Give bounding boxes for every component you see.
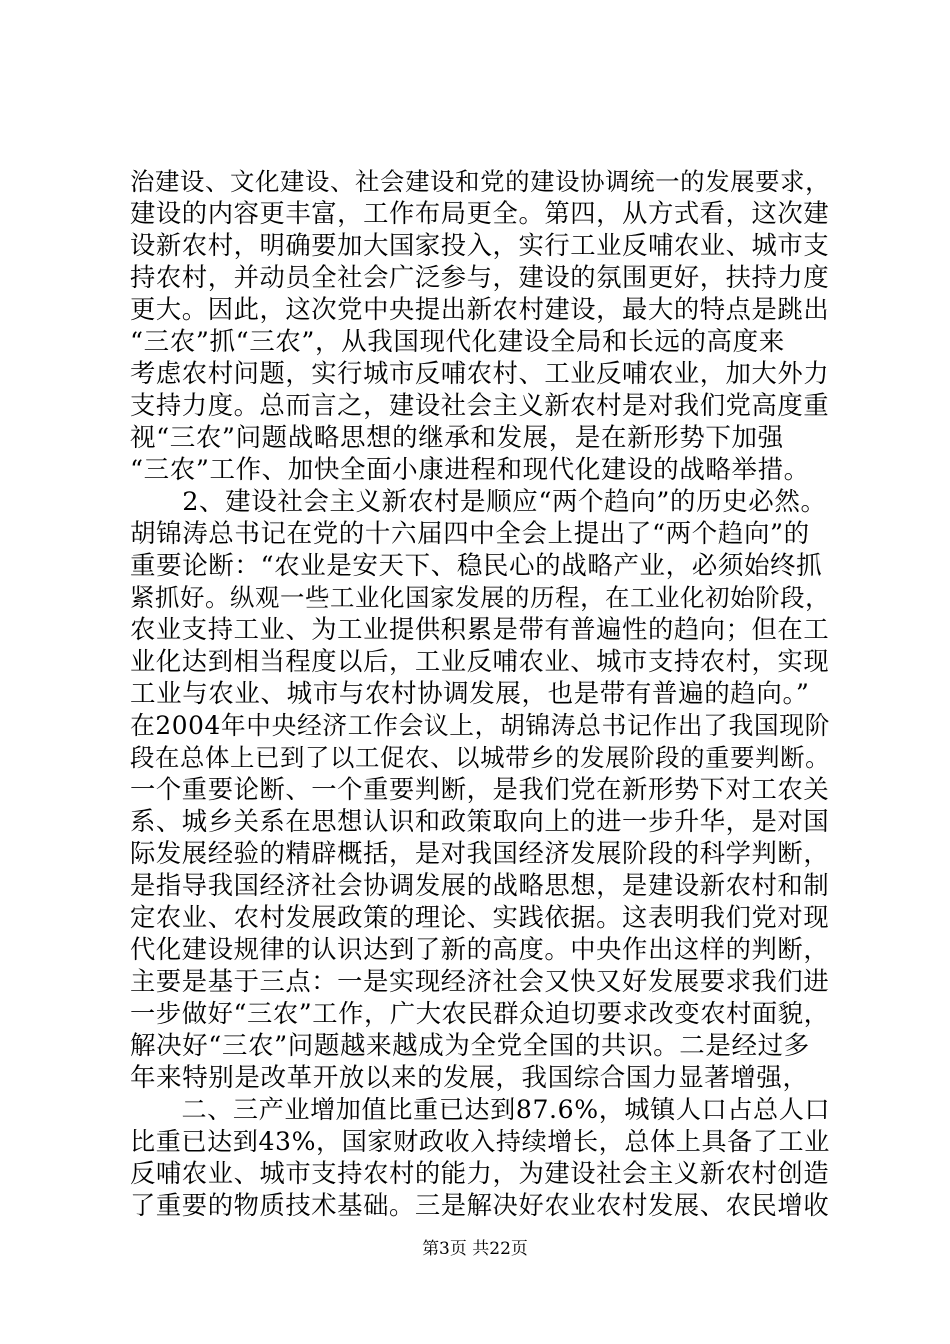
text-line: 胡锦涛总书记在党的十六届四中全会上提出了“两个趋向”的 <box>130 519 810 549</box>
text-line: 更大。因此，这次党中央提出新农村建设，最大的特点是跳出 <box>130 295 830 324</box>
text-line: 紧抓好。纵观一些工业化国家发展的历程，在工业化初始阶段， <box>130 583 831 612</box>
text-line: 在2004年中央经济工作会议上，胡锦涛总书记作出了我国现阶 <box>130 711 830 740</box>
text-line: 段在总体上已到了以工促农、以城带乡的发展阶段的重要判断。 <box>130 743 831 772</box>
text-line: 2、建设社会主义新农村是顺应“两个趋向”的历史必然。 <box>130 487 827 517</box>
text-line: 一个重要论断、一个重要判断，是我们党在新形势下对工农关 <box>130 775 830 804</box>
text-line: 工业与农业、城市与农村协调发展，也是带有普遍的趋向。” <box>130 679 810 709</box>
text-line: 设新农村，明确要加大国家投入，实行工业反哺农业、城市支 <box>130 231 830 260</box>
text-line: 了重要的物质技术基础。三是解决好农业农村发展、农民增收 <box>130 1191 830 1220</box>
text-line: 视“三农”问题战略思想的继承和发展，是在新形势下加强 <box>130 423 784 453</box>
text-line: “三农”抓“三农”，从我国现代化建设全局和长远的高度来 <box>130 327 785 357</box>
text-line: 二、三产业增加值比重已达到87.6%，城镇人口占总人口 <box>130 1095 831 1124</box>
text-line: 治建设、文化建设、社会建设和党的建设协调统一的发展要求， <box>130 167 831 196</box>
text-line: 定农业、农村发展政策的理论、实践依据。这表明我们党对现 <box>130 903 830 932</box>
page-number-footer: 第3页 共22页 <box>422 1239 528 1259</box>
text-line: 持农村，并动员全社会广泛参与，建设的氛围更好，扶持力度 <box>130 263 830 292</box>
text-line: 代化建设规律的认识达到了新的高度。中央作出这样的判断， <box>130 935 830 964</box>
body-text <box>130 166 830 1222</box>
text-line: 际发展经验的精辟概括，是对我国经济发展阶段的科学判断， <box>130 839 830 868</box>
text-line: “三农”工作、加快全面小康进程和现代化建设的战略举措。 <box>130 455 810 485</box>
text-line: 系、城乡关系在思想认识和政策取向上的进一步升华，是对国 <box>130 807 830 836</box>
text-line: 解决好“三农”问题越来越成为全党全国的共识。二是经过多 <box>130 1031 810 1061</box>
text-line: 农业支持工业、为工业提供积累是带有普遍性的趋向；但在工 <box>130 615 830 644</box>
text-line: 主要是基于三点：一是实现经济社会又快又好发展要求我们进 <box>130 967 830 996</box>
text-line: 反哺农业、城市支持农村的能力，为建设社会主义新农村创造 <box>130 1159 830 1188</box>
text-line: 一步做好“三农”工作，广大农民群众迫切要求改变农村面貌， <box>130 999 830 1028</box>
text-line: 业化达到相当程度以后，工业反哺农业、城市支持农村，实现 <box>130 647 830 676</box>
text-line: 年来特别是改革开放以来的发展，我国综合国力显著增强， <box>130 1063 809 1093</box>
text-line: 比重已达到43%，国家财政收入持续增长，总体上具备了工业 <box>130 1127 830 1156</box>
text-line: 考虑农村问题，实行城市反哺农村、工业反哺农业，加大外力 <box>130 359 830 388</box>
text-line: 是指导我国经济社会协调发展的战略思想，是建设新农村和制 <box>130 871 830 900</box>
text-line: 建设的内容更丰富，工作布局更全。第四，从方式看，这次建 <box>130 199 830 228</box>
text-line: 支持力度。总而言之，建设社会主义新农村是对我们党高度重 <box>130 391 830 420</box>
text-line: 重要论断：“农业是安天下、稳民心的战略产业，必须始终抓 <box>130 551 823 581</box>
